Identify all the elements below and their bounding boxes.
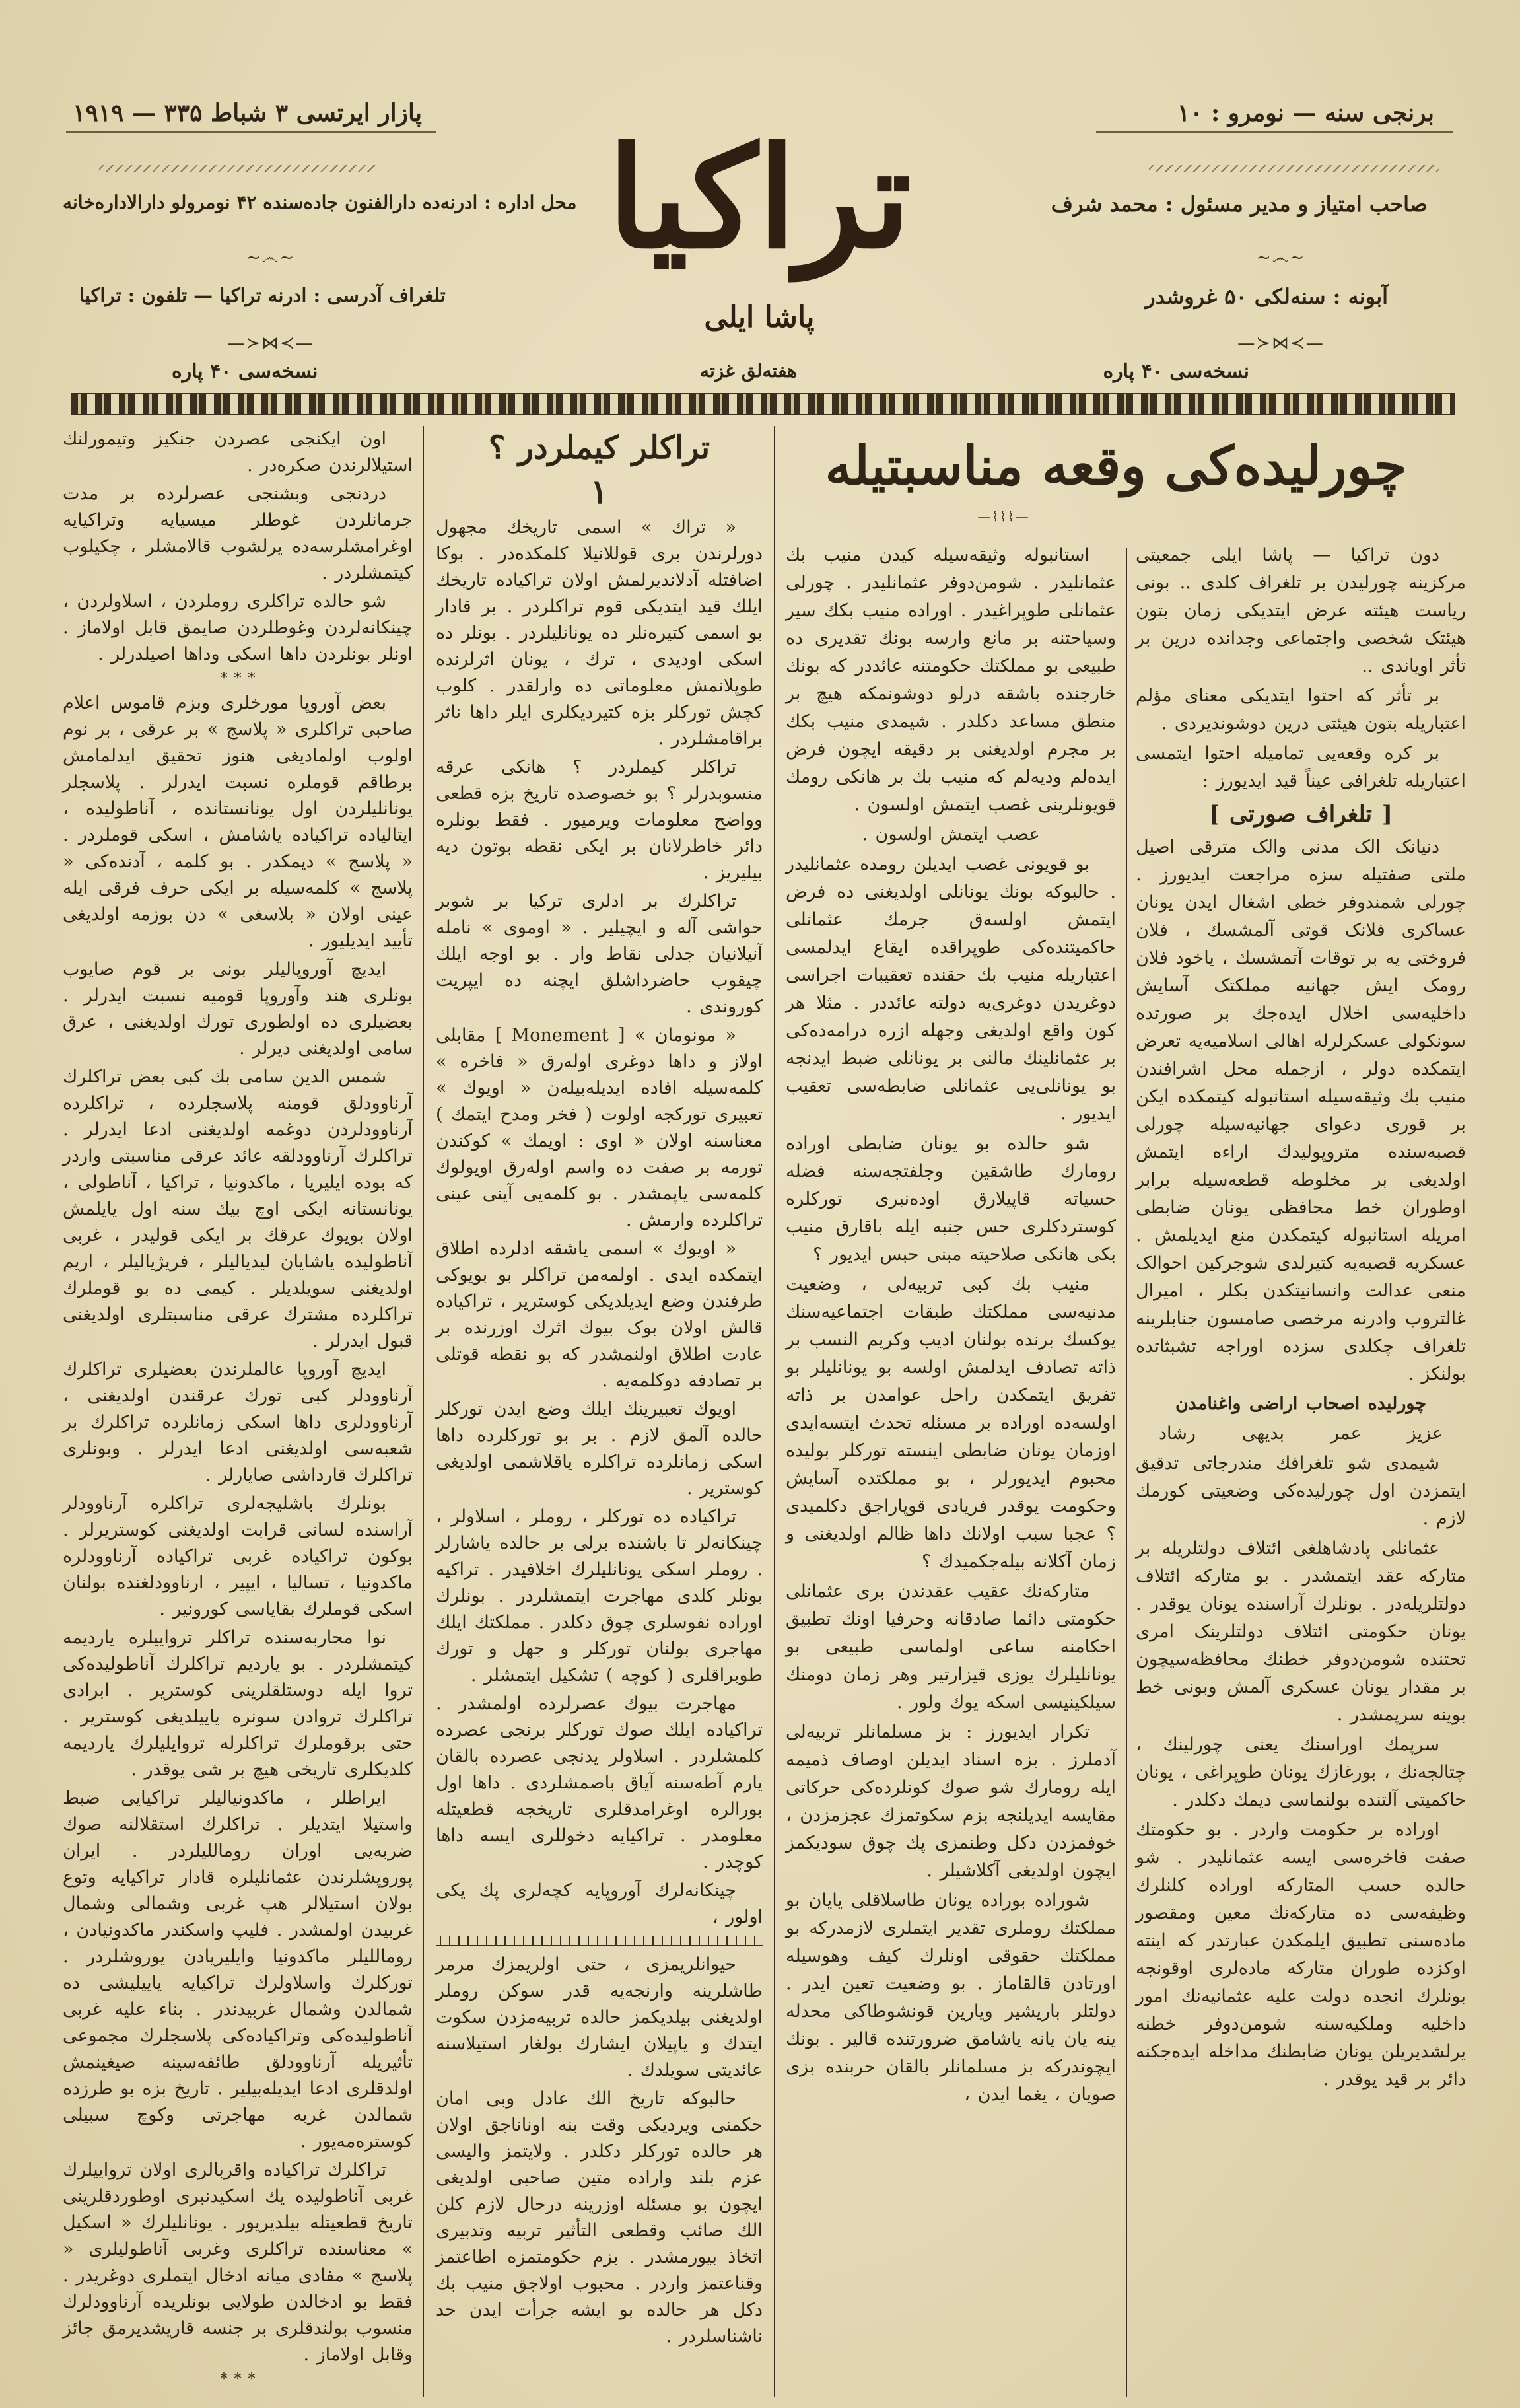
section-stars-end: * * *: [220, 2371, 256, 2388]
article-column-1: [1136, 542, 1466, 2096]
telegraph-address: تلغراف آدرسی : ادرنه تراکیا — تلفون : تراکیا: [79, 284, 446, 306]
column-rule-1: [1126, 548, 1127, 2397]
paragraph: حیوانلریمزی ، حتی اولریمزك مرمر طاشلرینه وارنجه‌یه قدر سوکن روملر اولدیغنی بیلدیکمز حالده تربیه‌مزدن سکوت ایتدك و یاپیلان ایشارك بولغار استیلاسنه عائدیتی سویلدك .: [436, 1954, 763, 2080]
paragraph: ایدیچ آوروپا عالملرندن بعضیلری تراکلرك آرناوودلر کبی تورك عرقندن اولدیغنی ، آرناوودلری داها اسکی زمانلرده تراکلرك بر شعبه‌سی اولدیغنی ادعا ایدرلر . وبونلری تراکلرك قارداشی صایارلر .: [63, 1359, 413, 1485]
part-number: ۱: [590, 472, 608, 511]
paragraph: اویوك تعبیرینك ایلك وضع ایدن تورکلر حالده آلمق لازم . بر بو تورکلرده داها اسکی زمانلرده تراکلره یاقلاشمی اولدیغی کوستریر .: [436, 1399, 763, 1499]
ornament-left-2: ~෴~: [246, 248, 296, 267]
article-headline: تراکلر کیملردر ؟: [488, 429, 710, 466]
logo-subtitle: پاشا ایلی: [704, 301, 815, 334]
paragraph: « اویوك » اسمی یاشقه ادلرده اطلاق ایتمکده ایدی . اولمه‌من تراکلر بو بویوکی طرفندن وضع ایدیلدیکی کوستریر ، تراکیاده قالش اولان بوک بیوك اثرك اوزرنده بر عادت اطلاق اولنمشدر که بو نقطه قوتلی بر تصادفه دوکلمه‌یه .: [436, 1238, 763, 1391]
price-right: نسخه‌سی ۴۰ پاره: [1103, 360, 1249, 383]
paragraph: بو قویونی غصب ایدیلن رومده عثمانلیدر . حالبوکه بونك یونانلی اولدیغنی ده فرض ایتمش اولسه‌ق جرمك عثمانلی حاکمیتنده‌کی طوپراقده ایقاع ایدلمسی اعتباریله منیب بك حقنده تعقیبات اجراسی دوغریدن دوغری‌یه دولته عائددر . مثلا هر کون واقع اولدیغی وجهله ازره درامه‌ده‌کی بر عثمانلینك مالنی بر یونانلی ضبط ایدنجه بو یونانلی‌یی عثمانلی ضابطه‌سی تعقیب ایدیور .: [786, 854, 1116, 1124]
paragraph: شمس الدین سامی بك کبی بعض تراکلرك آرناوودلق قومنه پلاسجلرده ، تراکلرده آرناوودلردن دوغمه اولدیغنی ادعا ایدرلر . تراکلرك آرناوودلقه عائد عرقی مناسبتی واردر که بوده ایلیریا ، ماکدونیا ، تراکیا ، آناطولی ، یونانستانه ایکی اوچ بیك سنه اول یایلمش اولان بویوك عرقك بر ایکی قولیدر ، غربی آناطولیده یاشایان لیدیالیلر ، فریژیالیلر ، اریم اولدیغنی سویلدیلر . کیمی ده بو قوملرك تراکلرده مشترك عرقی مناسبتلری اولدیغنی قبول ایدرلر .: [63, 1067, 413, 1351]
subscription-price: آبونه : سنه‌لکی ۵۰ غروشدر: [1145, 284, 1388, 309]
article-column-3: [436, 426, 763, 2352]
office-address: محل اداره : ادرنه‌ده دارالفنون جاده‌سنده ۴۲ نومرولو دار‌الاداره‌خانه: [63, 192, 577, 213]
paragraph: تراکلرك تراکیاده واقربالری اولان ترواییلرك غربی آناطولیده یك اسکیدنبری اوطوردقلرینی تاریخ قطعیتله بیلدیریور . یونانلیلرك « اسکیل » معناسنده تراکلری وغربی آناطولیلری « پلاسج » مفادی میانه ادخال ایتملری دوغریدر . فقط بو ادخالدن طولایی بونلریده آرناوودلرك منسوب بولندقلری بر جنسه قاریشدیرمق جائز وقابل اولاماز .: [63, 2160, 413, 2365]
paragraph: ایدیچ آوروپالیلر بونی بر قوم صایوب بونلری هند وآوروپا قومیه نسبت ایدرلر . بعضیلری ده اولطوری تورك اولدیغنی ، عرق سامی اولدیغنی دیرلر .: [63, 959, 413, 1059]
signatories: [1136, 1420, 1466, 1448]
newspaper-title: تراكيا: [607, 116, 911, 279]
signatory: عزیز: [1407, 1423, 1443, 1444]
paragraph: تراکلرك بر ادلری ترکیا بر شوبر حواشی آله و ایچیلیر . « اوموی » نامله آنیلانیان جدلی نقاط وار . بو اوجه ایلك چیقوب حاضرداشلق ایچنه ده ایپریت کوروندی .: [436, 891, 763, 1017]
ornament-right-3: —≻⋈≺—: [1237, 334, 1325, 353]
paragraph: بعض آوروپا مورخلری وبزم قاموس اعلام صاحبی تراکلری « پلاسج » بر عرقی ، بر نوم اولوب اولمادیغی هنوز تحقیق ایدلمامش برطاقم قوملره نسبت ایدرلر . پلاسجلر یونانلیلردن اول یونانستانده ، آناطولیده ، ایتالیاده تراکیاده یاشامش ، اسکی قوملردر . « پلاسج » دیمکدر . بو کلمه ، آدنده‌کی « پلاسج » کلمه‌سیله بر ایکی حرف فرقی ایله عینی اولان « بلاسغی » دن بوزمه اولدیغی تأیید ایدیلیور .: [63, 693, 413, 951]
telegram-title: [ تلغراف صورتی ]: [1209, 801, 1393, 828]
paragraph: متارکه‌نك عقیب عقدندن بری عثمانلی حکومتی دائما صادقانه وحرفیا اونك تطبیق احکامنه ساعی اولماسی طبیعی بو یونانلیلرك یوزی قیزارتیر وهر زمان دومنك سیلکینیسی اسکه یوك ولور .: [786, 1581, 1116, 1713]
paragraph: تراکیاده ده تورکلر ، روملر ، اسلاولر ، چینکانه‌لر تا باشنده برلی بر حالده یاشارلر . روملر اسکی یونانلیلرك اخلافیدر . تراکیه بونلر کلدی مهاجرت ایتمشلردر . بونلرك اوراده نفوسلری چوق دکلدر . مملکتك ایلك مهاجری بولنان تورکلر و جهل و تورك طوبراقلری ( کوچه ) تشکیل ایتمشلر .: [436, 1506, 763, 1685]
paragraph: مهاجرت بیوك عصرلرده اولمشدر . تراکیاده ایلك صوك تورکلر برنجی عصرده کلمشلردر . اسلاولر یدنجی عصرده بالقان یارم آطه‌سنه آیاق باصمشلردی . داها اول بورالره اوغرامدقلری تاریخجه قطعیتله معلومدر . تراکیایه دخوللری ایسه داها کوچدر .: [436, 1693, 763, 1872]
ornamental-band: [71, 393, 1455, 415]
ornament-right-2: ~෴~: [1256, 248, 1306, 267]
headline-ornament: —⌇⌇⌇—: [977, 509, 1030, 524]
paragraph: بر کره وقعه‌یی تمامیله احتوا ایتمسی اعتباریله تلغرافی عیناً قید ایدیورز :: [1136, 743, 1466, 791]
paragraph: « تراك » اسمی تاریخك مجهول دورلرندن بری قوللانیلا کلمکده‌در . بوکا اضافتله آدلاندیرلمش اولان تراکیاده تاریخك ایلك قید ایتدیکی قوم تراکلردر . بر قادار بو اسمی کتیره‌نلر ده یونانلیلردر . بونلر ده اسکی اودیدی ، ترك ، یونان اثرلرنده طوپلانمش معلوماتی ده وارلقدر . کلوب کچش تورکلر بزه کتیردیکلری ایلر داها ناثر براقامشلردر .: [436, 517, 763, 749]
paragraph: چینکانه‌لرك آوروپایه کچه‌لری پك یکی اولور ،: [436, 1880, 763, 1927]
signatory: رشاد: [1158, 1423, 1196, 1444]
article-column-4: [63, 426, 413, 2391]
section-stars: * * *: [220, 670, 256, 687]
column-rule-2: [774, 426, 775, 2397]
ornament-right-1: [1149, 165, 1439, 172]
paragraph: ایراطلر ، ماکدونیالیلر تراکیایی ضبط واستیلا ایتدیلر . تراکلرك استقلالنه صوك ضربه‌یی اوران روماللیلردر . ایران پوروپشلرندن عثمانلیلره قادار تراکیایه وتوع بولان استیلالر هپ غربی وشمالی وشمال غربیدن اولمشدر . فلیپ واسکندر ماکدونیادن ، روماللیلر ماکدونیا وایلیریادن یوروشلردر . تورکلرك واسلاولرك تراکیایه یاییلیشی ده شمالدن وشمال غربیدندر . بناء علیه غربی آناطولیده‌کی وتراکیاده‌کی پلاسجلرك مجموعی تأثیریله آرناوودلق طائفه‌سینه صیغینمش اولدقلری ادعا ایدیله‌بیلیر . تاریخ بزه بو طرزده شمالدن غربه مهاجرتی وکوچ سبیلی کوستره‌مه‌یور .: [63, 1788, 413, 2152]
paragraph: نوا محاربه‌سنده تراکلر ترواییلره یاردیمه کیتمشلردر . بو یاردیم تراکلرك آناطولیده‌کی تروا ایله دوستلقلرینی کوستریر . ابرادی تراکلرك تروادن سونره یاییلدیغی کوستریر . حتی برقوملرك تراکلرله تروایلیلرك یاردیمه کلدیکلری تاریخی هیچ بر شی یوقدر .: [63, 1627, 413, 1780]
signatory: عمر: [1330, 1423, 1362, 1444]
issue-date: پازار ایرتسی ۳ شباط ۳۳۵ — ۱۹۱۹: [73, 99, 422, 127]
article-column-2: [786, 542, 1116, 2111]
paragraph: دون تراکیا — پاشا ایلی جمعیتی مرکزینه چورلیدن بر تلغراف کلدی .. بونی ریاست هیئته عرض ایتدیکی زمان بتون هیئتک شخصی واجتماعی وجدانده درین بر تأثر اویاندی ..: [1136, 545, 1466, 676]
paragraph: منیب بك کبی تربیه‌لی ، وضعیت مدنیه‌سی مملکتك طبقات اجتماعیه‌سنك یوکسك برنده بولنان ادیب وکریم النسب بر ذاته تصادف ایدلمش اولسه بو یونانلیلر بو تفریق ایتمکدن راحل عوامدن بر ذاته اولسه‌ده اوراده بر مسئله تحدث ایتسه‌ایدی اوزمان یونان ضابطی اینسته تورکلر بولیده محبوم ایدیورلر ، بو مملکتده آسایش وحکومت یوقدر فریادی قوپاراجق دکلمیدی ؟ عجبا سبب اولانك داها ظالم اولدیغنی و زمان آکلانه بیله‌جکمیدك ؟: [786, 1274, 1116, 1572]
paragraph: سرپمك اوراسنك یعنی چورلینك ، چتالجه‌نك ، بورغازك یونان طوپراغی ، یونان حاکمیتی آلتنده بولنماسی دیمك دکلدر .: [1136, 1734, 1466, 1810]
paragraph: دردنجی وبشنجی عصرلرده بر مدت جرمانلردن غوطلر میسیایه وتراکیایه اوغرامشلرسه‌ده یرلشوب قالامشلر ، چکیلوب کیتمشلردر .: [63, 483, 413, 583]
price-left: نسخه‌سی ۴۰ پاره: [172, 360, 318, 383]
column-rule-3: [423, 426, 424, 2397]
paragraph: شوراده بوراده یونان طاسلاقلی یایان بو مملکتك روملری تقدیر ایتملری لازمدرکه بو مملکتك حقوقی اونلرك کیف وهوسیله اورتادن قالقاماز . بو وضعیت تعین ایدر . دولتلر باریشیر ویارین قونشوطاکی محدله ینه یان یانه یاشامق ضرورتنده قالیر . بونك ایچوندرکه بز مسلمانلر بالقان حربنده بزی صویان ، یغما ایدن ،: [786, 1890, 1116, 2105]
ornament-left-1: [99, 165, 376, 172]
paragraph: « مونومان » [ Monement ] مقابلی اولاز و داها دوغری اوله‌رق « فاخره » کلمه‌سیله افاده ایدیله‌بیله‌ن « اویوك » تعبیری تورکجه اولوت ( فخر ومدح ایتمك ) معناسنه اولان « اوی : اویمك » کوکندن تورمه بر صفت ده واسم اوله‌رق اویولوك کلمه‌سی یاپمشدر . بو کلمه‌یی آینی عینی تراکلرده وارمش .: [436, 1025, 763, 1230]
section-divider: [436, 1936, 763, 1946]
issue-number: برنجی سنه — نومرو : ۱۰: [1177, 99, 1434, 127]
paragraph: بونلرك باشلیجه‌لری تراکلره آرناوودلر آراسنده لسانی قرابت اولدیغنی کوستریرلر . بوکون تراکیاده غربی تراکیاده آرناوودلره ماکدونیا ، تسالیا ، ایپیر ، ارناوودلغنده بولنان اسکی قوملرك بقایاسی کورونیر .: [63, 1493, 413, 1619]
telegram-body: دنیانک الک مدنی والک مترقی اصیل ملتی صفتیله سزه مراجعت ایدیورز . چورلی شمندوفر خطی اشغال ایدن یونان عساکری فلانک قوتی آلمشسك ، فلان فروختی یه بر توقات آتمشسك ، یاخود فلان رومک ایش جهانیه مملکتک آسایش داخلیه‌سی اخلال ایده‌جك بر صورتده سونکولی عسکرلرله اهالی اسلامیه‌یه تعرض ایتمکده دولر ، ازجمله محل اشرافندن منیب بك وثیقه‌سیله استانبوله کیتمکده ایکن بر قوری دعوای جهانیه‌سیله چورلی قصبه‌سنده متروپولیدك اراءه ایتمش اولدیغی بر مخلوطه قطعه‌سیله برابر اوطوران خط محافظی یونان ضابطی امریله استانبوله کیتمکدن منع ایدیلمش . عسکریه قصبه‌یه کتیرلدی شوجرکین احوالک منعی عدالت وانسانیتکدن بکلر ، امیرال غالتروب وادرنه مرخصی صامسون جنابلرینه تلغراف چکلدی سزده اوراجه تشبثاتده بولنکز .: [1136, 837, 1466, 1384]
paragraph: شیمدی شو تلغرافك مندرجاتی تدقیق ایتمزدن اول چورلیده‌کی وضعیتی کورمك لازم .: [1136, 1453, 1466, 1529]
paragraph: اوراده بر حکومت واردر . بو حکومتك صفت فاخره‌سی ایسه عثمانلیدر . شو حالده حسب المتارکه اوراده کلنلرك وظیفه‌سی ده متارکه‌نك معین ومقصور ماده‌سنی تطبیق ایلمکدن عبارتدر که اینته اوکزده طوران متارکه ماده‌لری اوقونجه بونلرك انجده دولت علیه عثمانیه‌نك امور داخلیه وملکیه‌سنه شومن‌دوفر خطنه یرلشدیریلن یونان ضابطنك مداخله ایده‌جکنه دائر بر قید یوقدر .: [1136, 1820, 1466, 2090]
paragraph-closing-line: عصب ایتمش اولسون .: [862, 824, 1040, 845]
paragraph: اون ایکنجی عصردن جنکیز وتیمورلنك استیلالرندن صکره‌در .: [63, 429, 413, 476]
ornament-left-3: —≻⋈≺—: [227, 334, 314, 353]
paragraph: حالبوکه تاریخ الك عادل وبی امان حکمنی ویردیکی وقت بنه اوناناجق اولان هر حالده تورکلر دکلدر . ولایتمز والیسی عزم بلند واراده متین صاحبی اولدیغی ایچون بو مسئله اوزرینه درحال لازم کلن الك صائب وقطعی التأثیر تربیه وتدبیری اتخاذ بیورمشدر . بزم حکومتمزه اطاعتمز وقناعتمز واردر . محبوب اولاجق منیب بك دکل هر حالده بو ایشه جرأت ایدن حد ناشناسلردر .: [436, 2088, 763, 2347]
main-headline: چورلیده‌کی وقعه مناسبتیله: [825, 435, 1407, 497]
paragraph: تکرار ایدیورز : بز مسلمانلر تربیه‌لی آدملرز . بزه اسناد ایدیلن اوصاف ذمیمه ایله رومارك شو صوك کونلرده‌کی حرکاتی مقایسه ایدیلنجه بزم سکوتمزك عجزمزدن ، خوفمزدن دکل وطنمزی پك چوق سودیکمز ایچون اولدیغی آکلاشیلر .: [786, 1722, 1116, 1881]
paragraph: عثمانلی پادشاهلغی ائتلاف دولتلریله بر متارکه عقد ایتمشدر . بو متارکه ائتلاف دولتلریله‌در . بونلرك آراسنده یونان یوقدر . یونان حکومتی ائتلاف دولتلرینک امری تحتنده شومن‌دوفر خطنك محافظه‌سیچون بر مقدار یونان عسکری آلمش وبونی خط بوینه سرپمشدر .: [1136, 1538, 1466, 1725]
paragraph: شو حالده بو یونان ضابطی اوراده رومارك طاشقین وجلفتجه‌سنه فضله حسیاته قاپیلارق اوده‌نبری تورکلره کوستردکلری حس جنبه ایله باقارق منیب بکی هانکی صلاحیته مبنی حبس ایدیور ؟: [786, 1133, 1116, 1265]
paragraph: شو حالده تراکلری روملردن ، اسلاولردن ، چینکانه‌لردن وغوطلردن صایمق قابل اولاماز . اونلر بونلردن داها اسکی وداها اصیلدرلر .: [63, 591, 413, 664]
owner-line: صاحب امتیاز و مدیر مسئول : محمد شرف: [1051, 192, 1428, 217]
telegram-sender: چورلیده اصحاب اراضی واغنامدن: [1175, 1394, 1427, 1414]
paragraph: استانبوله وثیقه‌سیله کیدن منیب بك عثمانلیدر . شومن‌دوفر عثمانلیدر . چورلی عثمانلی طوپراغیدر . اوراده منیب بکك سیر وسیاحتنه بر مانع وارسه بونك تقدیری ده طبیعی بو مملکتك حکومتنه عائددر که بونك خارجنده باشقه درلو دوشونمکه هیچ بر منطق مساعد دکلدر . شیمدی منیب بکك بر مجرم اولدیغنی بر دقیقه ایچون فرض ایده‌لم ودیه‌لم که منیب بك بر هانکی رومك قویونلرینی غصب ایتمش اولسون .: [786, 545, 1116, 815]
paragraph: بر تأثر که احتوا ایتدیکی معنای مؤلم اعتباریله بتون هیئتی درین دوشوندیردی .: [1136, 686, 1466, 734]
paragraph: تراکلر کیملردر ؟ هانکی عرقه منسوبدرلر ؟ بو خصوصده تاریخ بزه قطعی وواضح معلومات ویرمیور . فقط بونلره دائر خاطرلانان بر ایکی نقطه بوتون دیه بیلیریز .: [436, 757, 763, 883]
weekly-label: هفته‌لق غزته: [700, 360, 797, 382]
header-rule-left: [66, 131, 436, 133]
header-rule-right: [1096, 131, 1453, 133]
signatory: بدیهی: [1241, 1423, 1285, 1444]
